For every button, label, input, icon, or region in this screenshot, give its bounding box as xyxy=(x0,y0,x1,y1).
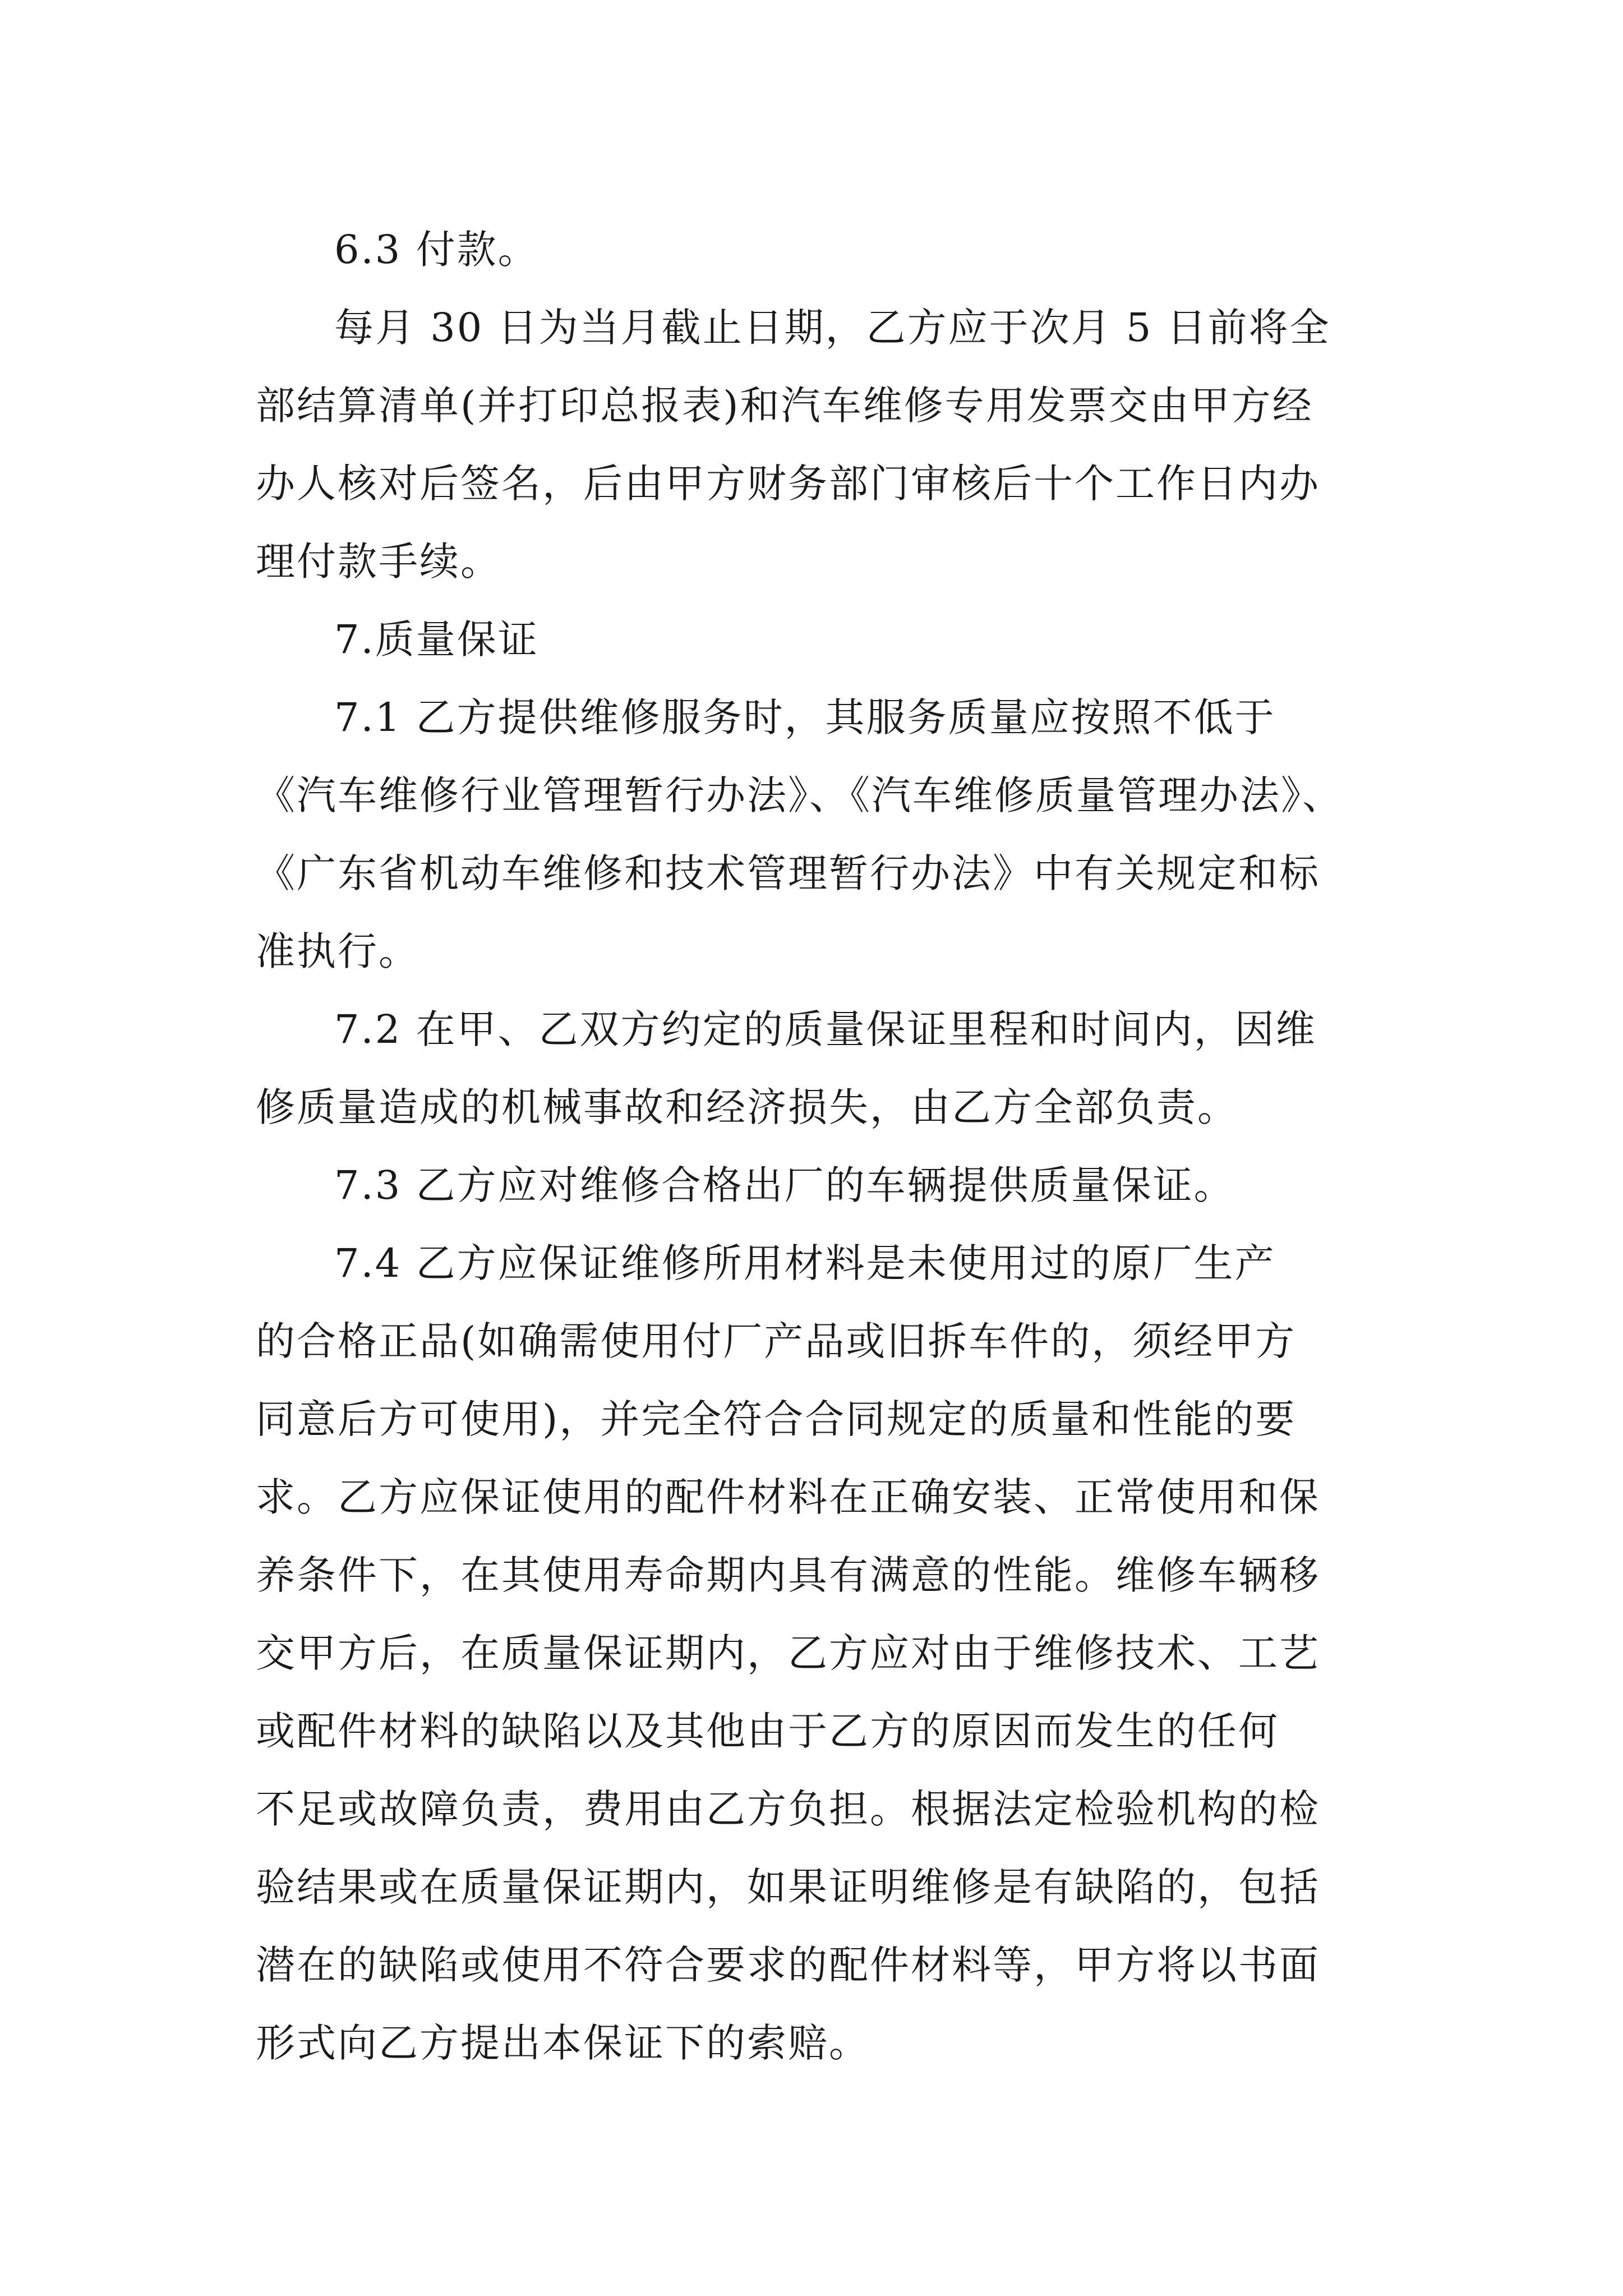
document-paragraph xyxy=(256,991,1372,1147)
document-paragraph xyxy=(256,601,1372,679)
paragraph-line: 准执行。 xyxy=(256,928,419,974)
document-paragraph xyxy=(256,1225,1372,2082)
paragraph-line: 养条件下，在其使用寿命期内具有满意的性能。维修车辆移 xyxy=(256,1552,1320,1598)
paragraph-line: 交甲方后，在质量保证期内，乙方应对由于维修技术、工艺 xyxy=(256,1630,1320,1676)
paragraph-line: 《汽车维修行业管理暂行办法》、《汽车维修质量管理办法》、 xyxy=(256,772,1343,818)
paragraph-line: 7.3 乙方应对维修合格出厂的车辆提供质量保证。 xyxy=(334,1162,1235,1208)
document-paragraph xyxy=(256,211,1372,289)
document-body xyxy=(256,211,1372,2082)
paragraph-line: 每月 30 日为当月截止日期，乙方应于次月 5 日前将全 xyxy=(334,305,1331,351)
paragraph-line: 部结算清单(并打印总报表)和汽车维修专用发票交由甲方经 xyxy=(256,383,1313,429)
paragraph-line: 6.3 付款。 xyxy=(334,227,539,273)
paragraph-line: 形式向乙方提出本保证下的索赔。 xyxy=(256,2020,870,2066)
paragraph-line: 求。乙方应保证使用的配件材料在正确安装、正常使用和保 xyxy=(256,1474,1320,1520)
paragraph-line: 7.4 乙方应保证维修所用材料是未使用过的原厂生产 xyxy=(334,1240,1276,1286)
document-paragraph xyxy=(256,289,1372,601)
paragraph-line: 验结果或在质量保证期内，如果证明维修是有缺陷的，包括 xyxy=(256,1864,1320,1910)
document-paragraph xyxy=(256,1147,1372,1225)
paragraph-line: 7.1 乙方提供维修服务时，其服务质量应按照不低于 xyxy=(334,694,1276,740)
paragraph-line: 潜在的缺陷或使用不符合要求的配件材料等，甲方将以书面 xyxy=(256,1942,1320,1988)
paragraph-line: 7.2 在甲、乙双方约定的质量保证里程和时间内，因维 xyxy=(334,1006,1317,1052)
paragraph-line: 同意后方可使用)，并完全符合合同规定的质量和性能的要 xyxy=(256,1396,1297,1442)
document-paragraph xyxy=(256,679,1372,991)
paragraph-line: 理付款手续。 xyxy=(256,539,501,585)
paragraph-line: 的合格正品(如确需使用付厂产品或旧拆车件的，须经甲方 xyxy=(256,1318,1297,1364)
paragraph-line: 修质量造成的机械事故和经济损失，由乙方全部负责。 xyxy=(256,1084,1238,1130)
paragraph-line: 或配件材料的缺陷以及其他由于乙方的原因而发生的任何 xyxy=(256,1708,1279,1754)
paragraph-line: 办人核对后签名，后由甲方财务部门审核后十个工作日内办 xyxy=(256,461,1320,507)
paragraph-line: 7.质量保证 xyxy=(334,616,539,662)
paragraph-line: 《广东省机动车维修和技术管理暂行办法》中有关规定和标 xyxy=(256,850,1320,896)
paragraph-line: 不足或故障负责，费用由乙方负担。根据法定检验机构的检 xyxy=(256,1786,1320,1832)
